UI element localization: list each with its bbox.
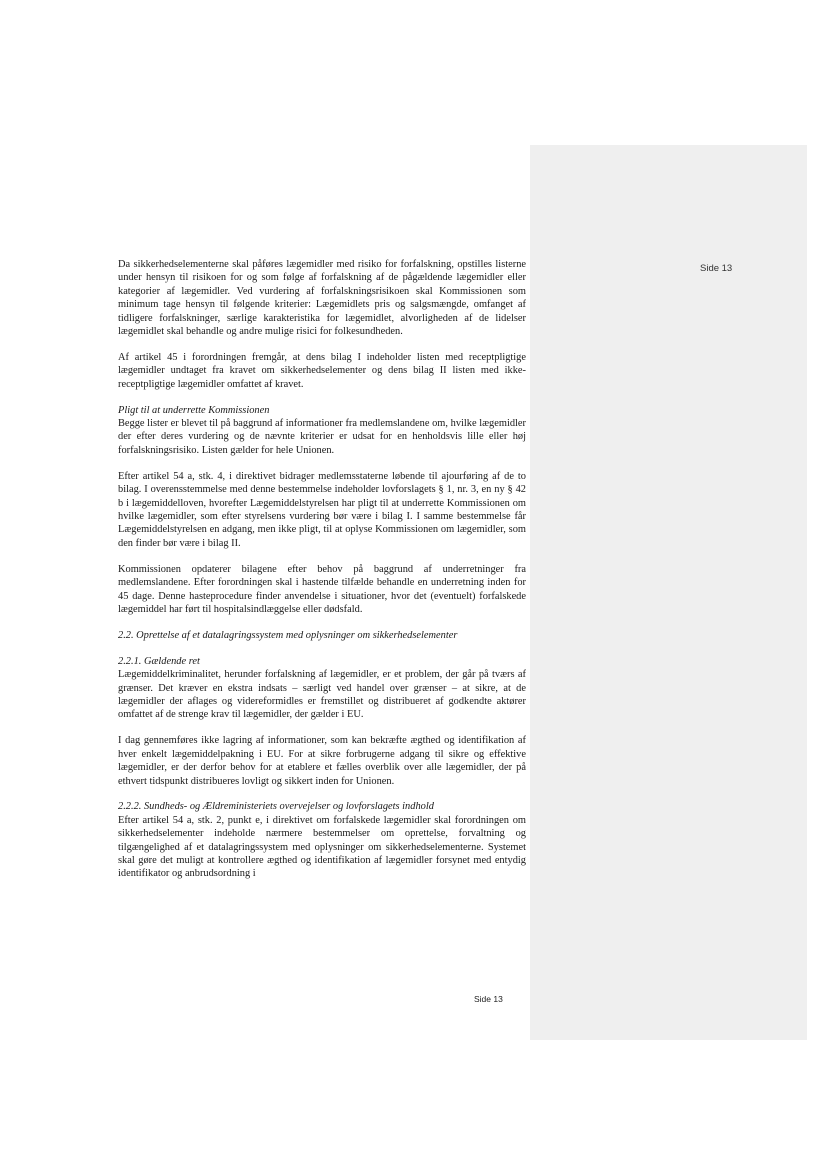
- paragraph-text: Efter artikel 54 a, stk. 2, punkt e, i direktivet om forfalskede lægemidler skal forordningen om sikkerhedselementer indeholde nærmere bestemmelser om oprettelse, forvaltning og tilgængelighed af et datalagringssystem med oplysninger om sikkerhedselementerne. Systemet skal gøre det muligt at kontrollere ægthed og identifikation af lægemidler forsynet med entydig identifikator og anbrudsordning i: [118, 814, 526, 880]
- subsection-heading: 2.2.2. Sundheds- og Ældreministeriets overvejelser og lovforslagets indhold: [118, 801, 434, 813]
- document-body: [118, 258, 526, 893]
- paragraph: [118, 404, 526, 458]
- section-heading: 2.2. Oprettelse af et datalagringssystem med oplysninger om sikkerhedselementer: [118, 629, 458, 641]
- paragraph: [118, 655, 526, 722]
- paragraph-text: Begge lister er blevet til på baggrund af informationer fra medlemslandene om, hvilke lægemidler der efter deres vurdering og de nævnte kriterier er udsat for en henholdsvis lille eller høj forfalskningsrisiko. Listen gælder for hele Unionen.: [118, 418, 526, 456]
- paragraph: Efter artikel 54 a, stk. 4, i direktivet bidrager medlemsstaterne løbende til ajourføring af de to bilag. I overensstemmelse med denne bestemmelse indeholder lovforslagets § 1, nr. 3, en ny § 42 b i lægemiddelloven, hvorefter Lægemiddelstyrelsen har pligt til at underrette Kommissionen om hvilke lægemidler, som efter styrelsens vurdering bør være i bilag I. I samme bestemmelse får Lægemiddelstyrelsen en adgang, men ikke pligt, til at oplyse Kommissionen om lægemidler, som den finder bør være i bilag II.: [118, 470, 526, 549]
- paragraph: Kommissionen opdaterer bilagene efter behov på baggrund af underretninger fra medlemslandene. Efter forordningen skal i hastende tilfælde behandle en underretning inden for 45 dage. Denne hasteprocedure finder anvendelse i situationer, hvor det (eventuelt) forfalskede lægemiddel har ført til hospitalsindlæggelse eller dødsfald.: [118, 563, 526, 615]
- paragraph: Af artikel 45 i forordningen fremgår, at dens bilag I indeholder listen med receptpligtige lægemidler undtaget fra kravet om sikkerhedselementer og dens bilag II listen med ikke-receptpligtige lægemidler omfattet af kravet.: [118, 351, 526, 390]
- paragraph-text: Lægemiddelkriminalitet, herunder forfalskning af lægemidler, er et problem, der går på tværs af grænser. Det kræver en ekstra indsats – særligt ved handel over grænser – at sikre, at de lægemidler der aflages og videreformidles er fremstillet og distribueret af godkendte aktører omfattet af de strenge krav til lægemidler, der gælder i EU.: [118, 669, 526, 721]
- subsection-heading: 2.2.1. Gældende ret: [118, 655, 200, 667]
- margin-panel: [530, 145, 807, 1040]
- paragraph: [118, 800, 526, 880]
- footer-page-number: Side 13: [474, 994, 503, 1004]
- margin-page-label: Side 13: [700, 263, 733, 274]
- paragraph: Da sikkerhedselementerne skal påføres lægemidler med risiko for forfalskning, opstilles listerne under hensyn til risikoen for og som følge af forfalskning af de pågældende lægemidler eller kategorier af lægemidler. Ved vurdering af forfalskningsrisikoen skal Kommissionen som minimum tage hensyn til følgende kriterier: Lægemidlets pris og salgsmængde, omfanget af tidligere forfalskninger, særlige karakteristika for lægemidlet, alvorligheden af de lidelser lægemidlet skal behandle og andre mulige risici for folkesundheden.: [118, 259, 526, 338]
- paragraph: I dag gennemføres ikke lagring af informationer, som kan bekræfte ægthed og identifikation af hver enkelt lægemiddelpakning i EU. For at sikre forbrugerne adgang til sikre og effektive lægemidler, er der derfor behov for at etablere et fælles overblik over alle lægemidler, der på ethvert tidspunkt distribueres lovligt og sikkert inden for Unionen.: [118, 735, 526, 787]
- subheading: Pligt til at underrette Kommissionen: [118, 404, 270, 416]
